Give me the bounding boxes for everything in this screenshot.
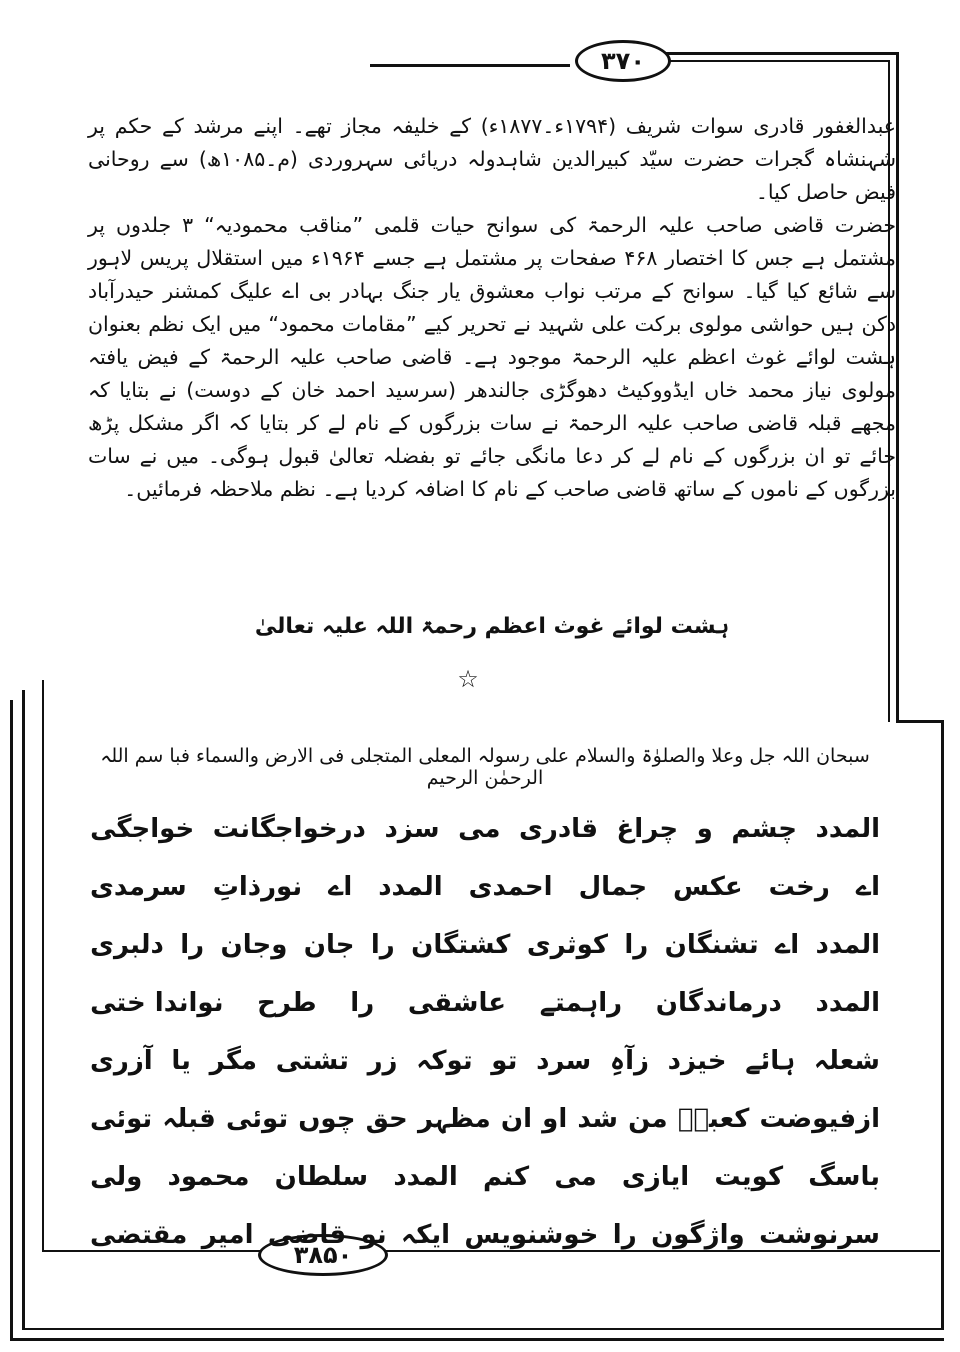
verse-word: المدد [815,814,880,844]
verse-word: عاشقی [407,988,506,1018]
verse-word: حق [365,1104,408,1134]
verse-word: سرمدی [90,872,187,902]
verse-word: توکہ [416,1046,473,1076]
verse-word: تو [491,1046,518,1076]
frame-top-line-left [370,64,570,67]
verse-word: ہائے [745,1046,796,1076]
verse-word: می [458,814,501,844]
verse-line [90,1090,880,1148]
verse-word: کوثری [526,930,608,960]
verse-word: باسگ [808,1162,880,1192]
verse-word: قاضی [267,1220,347,1250]
verse-word: را [180,930,205,960]
verse-word: المدد [815,988,880,1018]
verse-word: مظہر [417,1104,491,1134]
verse-word: عکس [673,872,743,902]
verse-word: المدد [393,1162,458,1192]
verse-word: درخواجگانت [212,814,366,844]
bottom-page-number: ۳۸۵۰ [258,1234,388,1276]
verse-word: جمال [578,872,648,902]
verse-word: ایکہ [400,1220,450,1250]
verse-word: او [542,1104,568,1134]
verse-word: می [554,1162,597,1192]
verse-word: زر [367,1046,398,1076]
verse-word: قبلہ [162,1104,216,1134]
verse-word: احمدی [468,872,553,902]
verse-word: محمود [167,1162,250,1192]
verse-word: ایازی [621,1162,690,1192]
frame-bottom-line-outer [10,1338,944,1341]
verse-line [90,916,880,974]
verse-word: المدد [378,872,443,902]
verse-word: کنم [482,1162,530,1192]
verse-word: را [370,930,395,960]
star-icon: ☆ [457,665,479,693]
verse-word: رخت [768,872,830,902]
verse-line [90,858,880,916]
invocation-line: سبحان اللہ جل وعلا والصلوٰۃ والسلام علی رسولہ المعلی المتجلی فی الارض والسماء فبا سم اللہ الرحمٰن الرحیم [100,745,870,789]
verse-word: را [624,930,649,960]
verse-word: کعبہؑ [677,1104,750,1134]
verse-word: اے [855,872,880,902]
verse-word: واژگون [651,1220,745,1250]
top-page-number: ۳۷۰ [575,40,671,82]
verse-word: اے [328,872,353,902]
verse-word: زآہِ [609,1046,649,1076]
verse-word: طرح [257,988,317,1018]
verse-word: شد [577,1104,618,1134]
prose-paragraph-1: عبدالغفور قادری سوات شریف (۱۷۹۴ء۔۱۸۷۷ء) کے خلیفہ مجاز تھے۔ اپنے مرشد کے حکم پر شہنشاہ گجرات حضرت سیّد کبیرالدین شاہدولہ دریائی سہروردی (م۔۱۰۸۵ھ) سے روحانی فیض حاصل کیا۔ [88,114,896,204]
verse-word: راہمتے [539,988,623,1018]
verse-word: درماندگان [655,988,782,1018]
verse-word: نو [360,1220,387,1250]
verse-word: چوں [298,1104,356,1134]
verse-word: سلطان [274,1162,369,1192]
verse-word: ولی [90,1162,143,1192]
verse-word: سرد [536,1046,592,1076]
verse-word: مقتضی [90,1220,188,1250]
verse-word: و [696,814,713,844]
verse-line [90,974,880,1032]
frame-left-outer [10,700,13,1340]
verse-word: آزری [90,1046,153,1076]
poem-verses [90,800,880,1264]
frame-right-outer [896,52,899,722]
verse-word: تشنگان [664,930,759,960]
verse-word: جان [303,930,355,960]
verse-word: المدد [815,930,880,960]
verse-word: قادری [519,814,598,844]
verse-word: امیر [201,1220,254,1250]
verse-word: خیزد [667,1046,727,1076]
verse-word: یا [171,1046,191,1076]
frame-bottom-line-mid [22,1328,944,1330]
frame-right-step-top [896,720,944,723]
verse-word: نواندا ختی [90,988,224,1018]
verse-line [90,800,880,858]
verse-word: کویت [714,1162,784,1192]
prose-paragraph-2: حضرت قاضی صاحب علیہ الرحمۃ کی سوانح حیات قلمی ”مناقب محمودیہ“ ۳ جلدوں پر مشتمل ہے جس کا اختصار ۴۶۸ صفحات پر مشتمل ہے جسے ۱۹۶۴ء میں استقلال پریس لاہور سے شائع کیا گیا۔ سوانح کے مرتب نواب معشوق یار جنگ بہادر بی اے علیگ کمشنر حیدرآباد دکن ہیں حواشی مولوی برکت علی شہید نے تحریر کیے ”مقامات محمود“ میں ایک نظم بعنوان ہشت لوائے غوث اعظم علیہ الرحمۃ موجود ہے۔ قاضی صاحب علیہ الرحمۃ کے فیض یافتہ مولوی نیاز محمد خاں ایڈووکیٹ دھوگڑی جالندھر (سرسید احمد خان کے دوست) نے بتایا کہ مجھے قبلہ قاضی صاحب علیہ الرحمۃ نے سات بزرگوں کے نام لے کر بتایا کہ اگر مشکل پڑھ جائے تو ان بزرگوں کے نام لے کر دعا مانگی جائے تو بفضلہ تعالیٰ قبول ہوگی۔ میں نے سات بزرگوں کے ناموں کے ساتھ قاضی صاحب کے نام کا اضافہ کردیا ہے۔ نظم ملاحظہ فرمائیں۔ [88,213,896,501]
verse-word: سرنوشت [759,1220,880,1250]
verse-line [90,1148,880,1206]
verse-word: دلبری [90,930,164,960]
verse-word: خواجگی [90,814,195,844]
verse-word: مگر [209,1046,258,1076]
verse-word: ان [500,1104,533,1134]
verse-word: توئی [90,1104,153,1134]
frame-left-mid [22,690,25,1330]
verse-word: اے [774,930,800,960]
verse-line [90,1206,880,1264]
frame-top-line-inner [660,60,890,62]
frame-top-line [660,52,898,55]
verse-word: کشتگان [411,930,511,960]
verse-word: ازفیوضت [759,1104,880,1134]
prose-body [88,110,896,506]
verse-line [90,1032,880,1090]
verse-word: نورذاتِ [212,872,303,902]
poem-title: ہشت لوائے غوث اعظم رحمۃ اللہ علیہ تعالیٰ [254,614,730,639]
verse-word: تشتی [275,1046,349,1076]
verse-word: چراغ [616,814,679,844]
verse-word: سزد [384,814,440,844]
verse-word: وجان [220,930,288,960]
frame-right-far [941,720,944,1330]
verse-word: توئی [225,1104,289,1134]
verse-word: چشم [731,814,797,844]
verse-word: را [612,1220,637,1250]
verse-word: شعلہ [813,1046,880,1076]
verse-word: را [350,988,375,1018]
verse-word: خوشنویس [464,1220,599,1250]
verse-word: من [628,1104,668,1134]
frame-left-inner [42,680,44,1250]
